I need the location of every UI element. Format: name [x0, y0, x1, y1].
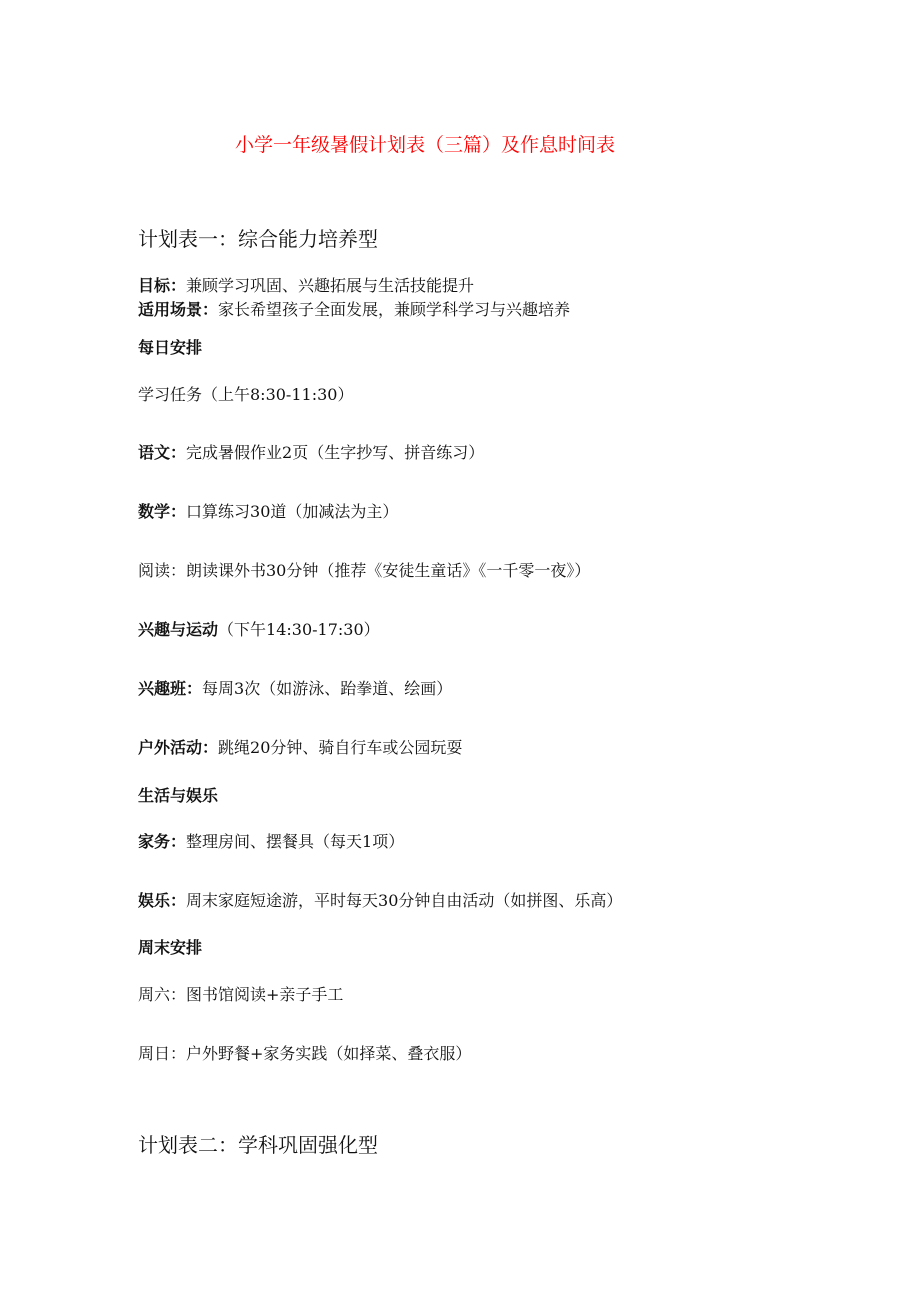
chores-text: 整理房间、摆餐具（每天1项） — [186, 832, 405, 851]
fun-label: 娱乐： — [138, 891, 187, 910]
math-label: 数学： — [138, 502, 187, 521]
plan1-goal — [138, 276, 474, 296]
chinese-label: 语文： — [138, 443, 187, 462]
chinese-item — [138, 443, 484, 463]
goal-text: 兼顾学习巩固、兴趣拓展与生活技能提升 — [186, 276, 475, 295]
class-text: 每周3次（如游泳、跆拳道、绘画） — [202, 679, 453, 698]
interest-label: 兴趣与运动 — [138, 620, 219, 639]
weekend-heading: 周末安排 — [138, 938, 203, 957]
daily-heading: 每日安排 — [138, 338, 203, 357]
plan2-heading: 计划表二：学科巩固强化型 — [138, 1133, 378, 1157]
plan1-scene — [138, 300, 570, 320]
chores-label: 家务： — [138, 832, 187, 851]
document-title: 小学一年级暑假计划表（三篇）及作息时间表 — [234, 134, 615, 156]
sunday-item: 周日：户外野餐+家务实践（如择菜、叠衣服） — [138, 1044, 472, 1063]
life-heading: 生活与娱乐 — [138, 786, 219, 805]
class-item — [138, 679, 452, 699]
math-text: 口算练习30道（加减法为主） — [186, 502, 399, 521]
saturday-item: 周六：图书馆阅读+亲子手工 — [138, 985, 344, 1004]
study-task: 学习任务（上午8:30-11:30） — [138, 385, 354, 404]
plan1-heading: 计划表一：综合能力培养型 — [138, 227, 378, 251]
interest-text: （下午14:30-17:30） — [218, 620, 380, 639]
reading-item: 阅读：朗读课外书30分钟（推荐《安徒生童话》《一千零一夜》） — [138, 561, 591, 580]
goal-label: 目标： — [138, 276, 187, 295]
scene-text: 家长希望孩子全面发展，兼顾学科学习与兴趣培养 — [218, 300, 571, 319]
outdoor-label: 户外活动： — [138, 738, 219, 757]
interest-item — [138, 620, 380, 640]
scene-label: 适用场景： — [138, 300, 219, 319]
class-label: 兴趣班： — [138, 679, 203, 698]
outdoor-item — [138, 738, 462, 758]
math-item — [138, 502, 398, 522]
fun-item — [138, 891, 622, 911]
chinese-text: 完成暑假作业2页（生字抄写、拼音练习） — [186, 443, 485, 462]
outdoor-text: 跳绳20分钟、骑自行车或公园玩耍 — [218, 738, 463, 757]
fun-text: 周末家庭短途游，平时每天30分钟自由活动（如拼图、乐高） — [186, 891, 623, 910]
chores-item — [138, 832, 404, 852]
